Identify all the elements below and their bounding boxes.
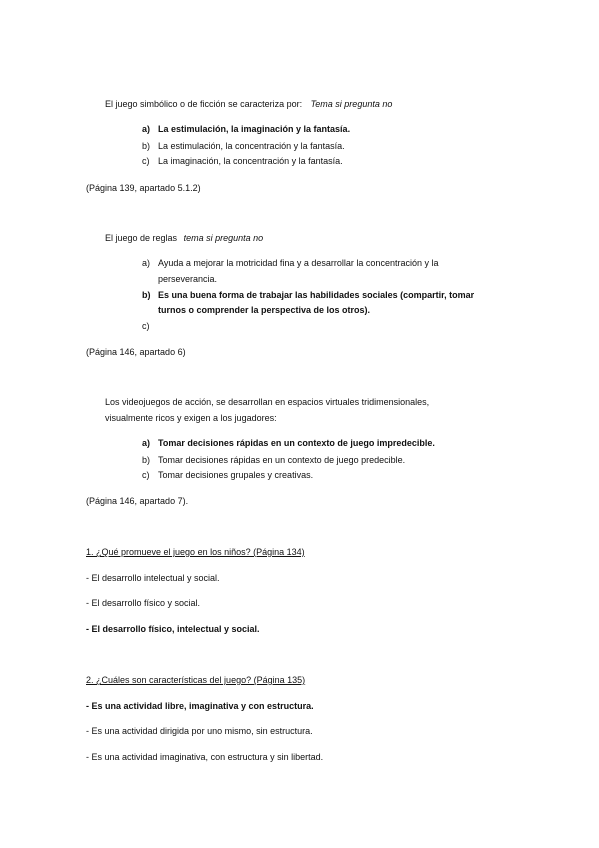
option-text: La imaginación, la concentración y la fantasía. [158,156,343,166]
option-text: La estimulación, la imaginación y la fantasía. [158,124,351,134]
option-label: c) [142,156,150,166]
q4-answer-1: - El desarrollo intelectual y social. [86,573,220,583]
option-label: b) [142,141,151,151]
option-label: b) [142,290,151,300]
q1-page-ref: (Página 139, apartado 5.1.2) [86,183,201,193]
q5-answer-2: - Es una actividad dirigida por uno mismo, sin estructura. [86,726,313,736]
option-text: Tomar decisiones grupales y creativas. [158,470,314,480]
q3-option-a [142,438,435,449]
q2-question-text: El juego de reglas [105,233,178,243]
q1-option-b [142,141,345,152]
q1-question-text: El juego simbólico o de ficción se caracteriza por: [105,99,303,109]
q1-option-a [142,124,350,135]
q5-answer-3: - Es una actividad imaginativa, con estructura y sin libertad. [86,752,324,762]
q4-answer-2: - El desarrollo físico y social. [86,598,201,608]
option-label: c) [142,470,150,480]
q2-question [105,233,263,244]
option-label: a) [142,258,151,268]
option-label: c) [142,321,150,331]
q5-title: 2. ¿Cuáles son características del juego? (Página 135) [86,675,306,685]
q4-title: 1. ¿Qué promueve el juego en los niños? (Página 134) [86,547,305,557]
q1-question [105,99,392,110]
q3-question-line2: visualmente ricos y exigen a los jugadores: [105,413,277,423]
option-label: a) [142,438,151,448]
option-label: b) [142,455,151,465]
q2-option-b-cont: turnos o comprender la perspectiva de los otros). [158,305,371,315]
q2-option-b [142,290,474,301]
option-text: La estimulación, la concentración y la fantasía. [158,141,345,151]
q3-question-line1: Los videojuegos de acción, se desarrollan en espacios virtuales tridimensionales, [105,397,430,407]
q5-answer-1: - Es una actividad libre, imaginativa y con estructura. [86,701,314,711]
option-text: Tomar decisiones rápidas en un contexto de juego predecible. [158,455,406,465]
q3-option-c [142,470,313,481]
q2-option-a [142,258,438,269]
q4-answer-3: - El desarrollo físico, intelectual y social. [86,624,260,634]
option-text: Ayuda a mejorar la motricidad fina y a desarrollar la concentración y la [158,258,439,268]
option-text: Es una buena forma de trabajar las habilidades sociales (compartir, tomar [158,290,475,300]
q2-option-a-cont: perseverancia. [158,274,218,284]
q1-note: Tema si pregunta no [310,99,393,109]
option-label: a) [142,124,151,134]
q2-note: tema si pregunta no [183,233,264,243]
q2-option-c [142,321,158,332]
option-text: Tomar decisiones rápidas en un contexto de juego impredecible. [158,438,435,448]
q3-page-ref: (Página 146, apartado 7). [86,496,189,506]
q1-option-c [142,156,343,167]
q3-option-b [142,455,405,466]
q2-page-ref: (Página 146, apartado 6) [86,347,186,357]
